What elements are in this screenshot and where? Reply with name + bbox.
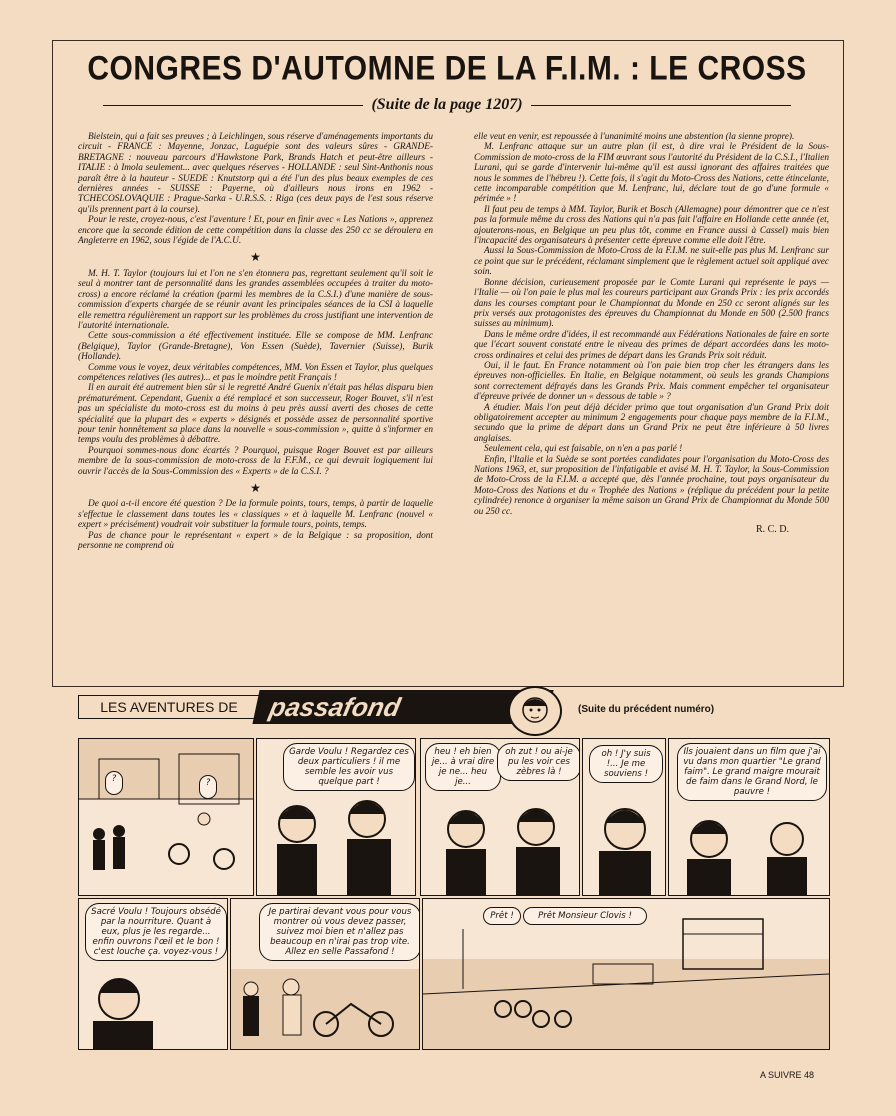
comic-panel-6 (78, 898, 228, 1050)
paragraph: elle veut en venir, est repoussée à l'unanimité moins une abstention (la sienne propre). (474, 132, 795, 142)
comic-header (78, 690, 768, 736)
comic-panel-2 (256, 738, 416, 896)
paragraph: Cette sous-commission a été effectivement instituée. Elle se compose de MM. Lenfranc (Belgique), Taylor (Grande-Bretagne), Von Essen (Suède), Tavernier (Suisse), Burik (Hollande). (78, 331, 433, 363)
paragraph: Aussi la Sous-Commission de Moto-Cross de la F.I.M. ne suit-elle pas plus M. Lenfranc sur ce point que sur le précédent, réclamant simplement que le règlement actuel soit appliqué avec soin. (474, 246, 829, 278)
paragraph: Bielstein, qui a fait ses preuves ; à Leichlingen, sous réserve d'aménagements importants du circuit - FRANCE : Mayenne, Jonzac, Laguépie sont des valeurs sûres - GRANDE-BRETAGNE : nouveau parcours d'Hawkstone Park, Brands Hatch et peut-être ailleurs - ITALIE : à Imola seulement... avec quelques réserves - HOLLANDE : seul Sint-Anthonis nous paraît être à la hauteur - SUEDE : Knutstorp qui a été l'un des plus beaux exemples de ces dernières années - SUISSE : Payerne, où d'ailleurs nous irons en 1962 - TCHECOSLOVAQUIE : Prague-Sarka - U.R.S.S. : Riga (ces deux pays de l'est sous réserve qu'ils prennent part à la course). (78, 132, 433, 215)
speech-bubble: ? (199, 775, 217, 799)
speech-bubble: Prêt ! (483, 907, 521, 925)
speech-bubble: Sacré Voulu ! Toujours obsédé par la nourriture. Quant à eux, plus je les regarde... enfin ouvrons l'œil et le bon ! c'est louche ça. voyez-vous ! (85, 903, 227, 961)
star-separator: ★ (250, 250, 261, 265)
hero-portrait-icon (508, 686, 562, 736)
paragraph: Pour le reste, croyez-nous, c'est l'aventure ! Et, pour en finir avec « Les Nations », apprenez encore que la seconde édition de cette compétition dans la classe des 250 cc se déroulera en Angleterre en 1962, sous l'égide de l'A.C.U. (78, 215, 433, 247)
comic-panel-5 (668, 738, 830, 896)
subtitle-line (52, 96, 842, 114)
comic-panel-4 (582, 738, 666, 896)
star-separator: ★ (250, 481, 261, 495)
comic-brand-logo: passafond (252, 690, 553, 724)
paragraph: M. H. T. Taylor (toujours lui et l'on ne s'en étonnera pas, regrettant seulement qu'il soit le seul à montrer tant de personnalité dans les grandes assemblées occupées à traiter du moto-cross) a encore réclamé la création (parmi les membres de la C.S.I.) d'une manière de sous-commission d'experts chargée de se réunir avant les principales séances de la CSI à laquelle elle remettra régulièrement un rapport sur les problèmes du cross justifiant une intervention de l'autorité internationale. (78, 268, 433, 331)
speech-bubble: oh zut ! ou ai-je pu les voir ces zèbres là ! (497, 743, 580, 781)
author-signature: R. C. D. (755, 524, 789, 536)
paragraph: A étudier. Mais l'on peut déjà décider primo que tout organisation d'un Grand Prix doit obligatoirement accepter au minimum 2 engagements pour chaque pays membre de la F.I.M., secundo que la prime de départ dans un Grand Prix ne peut être inférieure à 50 livres anglaises. (474, 402, 829, 444)
speech-bubble: oh ! J'y suis !... Je me souviens ! (589, 745, 663, 783)
paragraph: Enfin, l'Italie et la Suède se sont portées candidates pour l'organisation du Moto-Cross des Nations 1963, et, sur proposition de l'infatigable et avisé M. H. T. Taylor, la Sous-Commission de Moto-Cross de la F.I.M. a accepté que, dès l'année prochaine, tout pays organisateur du Moto-Cross des Nations et du « Trophée des Nations » (réplique du précédent pour la petite cylindrée) renonce à organiser la même saison un Grand Prix de Championnat du Monde 500 ou 250 cc. (474, 454, 829, 517)
paragraph: Il en aurait été autrement bien sûr si le regretté André Guenix n'était pas hélas disparu bien prématurément. Cependant, Guenix a été remplacé et son successeur, Roger Bouvet, s'il n'est pas un spécialiste du moto-cross est du moins à peu près aussi averti des choses de cette spécialité que la plupart des « experts » désignés et possède assez de personnalité sportive pour tenir honnêtement sa place dans la nouvelle « sous-commission », quitte à s'informer en temps voulu des problèmes à débattre. (78, 383, 433, 446)
comic-panel-7 (230, 898, 420, 1050)
subtitle: (Suite de la page 1207) (371, 96, 523, 113)
comic-continuation-note: (Suite du précédent numéro) (578, 704, 715, 715)
page-title: CONGRES D'AUTOMNE DE LA F.I.M. : LE CROSS (87, 49, 807, 88)
comic-panel-1 (78, 738, 254, 896)
paragraph: Bonne décision, curieusement proposée par le Comte Lurani qui représente le pays — l'Italie — où l'on paie le plus mal les coureurs participant aux Grands Prix : les prix accordés dans les courses comptant pour le Championnat du Monde en 250 cc seront alignés sur les prix versés aux protagonistes des épreuves du Championnat du Monde en 500 (2.500 francs suisses au minimum). (474, 277, 829, 330)
comic-panel-3 (420, 738, 580, 896)
paragraph: De quoi a-t-il encore été question ? De la formule points, tours, temps, à partir de laquelle s'effectue le classement dans toutes les « classiques » et à laquelle M. Lenfranc (nouvel « expert » précisément) voudrait voir substituer la formule tours, points, temps. (78, 499, 433, 531)
paragraph: Pas de chance pour le représentant « expert » de la Belgique : sa proposition, dont personne ne comprend où (78, 530, 433, 552)
comic-series-label: LES AVENTURES DE (78, 695, 260, 719)
paragraph: Dans le même ordre d'idées, il est recommandé aux Fédérations Nationales de faire en sorte que l'écart souvent constaté entre le niveau des primes de départ accordées dans les moto-cross ordinaires et celui des primes de départ dans les Grands Prix soit réduit. (474, 329, 829, 361)
speech-bubble: Ils jouaient dans un film que j'ai vu dans mon quartier "Le grand faim". Le grand maigre mourait de faim dans le Grand Nord, le pauvre ! (677, 743, 827, 801)
paragraph: Pourquoi sommes-nous donc écartés ? Pourquoi, puisque Roger Bouvet est par ailleurs membre de la sous-commission de moto-cross de la F.F.M., ce qui devrait logiquement lui ouvrir l'accès de la Sous-Commission des « Experts » de la C.S.I. ? (78, 445, 433, 477)
to-be-continued: A SUIVRE 48 (760, 1070, 815, 1080)
article-column-right (474, 132, 829, 535)
comic-panel-8 (422, 898, 830, 1050)
speech-bubble: heu ! eh bien je... à vrai dire je ne... heu je... (425, 743, 501, 791)
speech-bubble: Je partirai devant vous pour vous montrer où vous devez passer, suivez moi bien et n'allez pas beaucoup en n'irai pas trop vite. Allez en selle Passafond ! (259, 903, 420, 961)
speech-bubble: Prêt Monsieur Clovis ! (523, 907, 647, 925)
paragraph: Il faut peu de temps à MM. Taylor, Burik et Bosch (Allemagne) pour démontrer que ce n'est pas la formule même du cross des Nations qui n'a pas fait l'affaire en Hollande cette année (et, ajouterons-nous, en Belgique un peu plus tôt, comme en France aussi à Cassel) mais bien l'incapacité des organisateurs à présenter cette épreuve comme elle doit l'être. (474, 204, 829, 247)
article-column-left (78, 132, 433, 551)
speech-bubble: ? (105, 771, 123, 795)
paragraph: Comme vous le voyez, deux véritables compétences, MM. Von Essen et Taylor, plus quelques compétences relatives (les autres)... et pas le moindre petit Français ! (78, 362, 433, 383)
paragraph: Seulement cela, qui est faisable, on n'en a pas parlé ! (484, 444, 683, 455)
paragraph: Oui, il le faut. En France notamment où l'on paie bien trop cher les étrangers dans les épreuves non-officielles. En Italie, en Belgique notamment, où seuls les grands Champions sont correctement défrayés dans les Grands Prix. Mais comment empêcher tel organisateur d'épreuve privée de donner un « dessous de table » ? (474, 360, 829, 403)
speech-bubble: Garde Voulu ! Regardez ces deux particuliers ! il me semble les avoir vus quelque part ! (283, 743, 415, 791)
paragraph: M. Lenfranc attaque sur un autre plan (il est, à dire vrai le Président de la Sous-Commission de moto-cross de la FIM œuvrant sous l'autorité du Président de la C.S.I., l'Italien Lurani, qui se garde d'intervenir lui-même qu'il est aussi ignorant des affaires traitées que nous le sommes de l'hébreu !). Cette fois, il s'agit du Moto-Cross des Nations, cette étincelante, cette incomparable compétition que M. Lenfranc, lui, déclare tout de go d'une formule « périmée » ! (474, 142, 829, 205)
